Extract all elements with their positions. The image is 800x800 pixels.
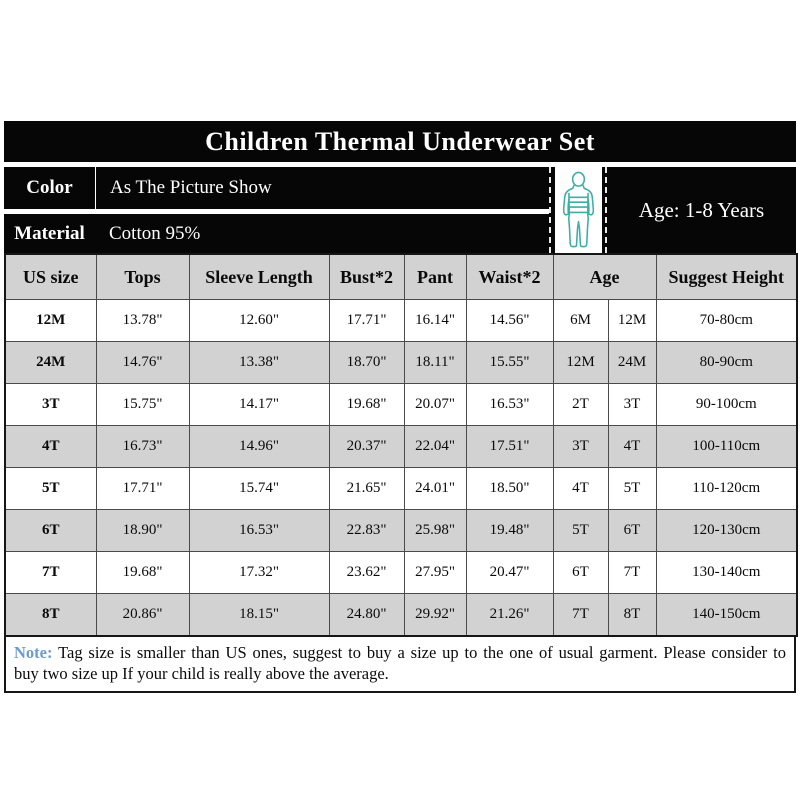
size-cell: 5T: [5, 468, 96, 510]
size-cell: 25.98": [404, 510, 466, 552]
size-cell: 5T: [553, 510, 608, 552]
size-table-body: [5, 300, 797, 637]
material-label: Material: [14, 222, 85, 244]
column-header: Age: [553, 254, 656, 300]
color-label: Color: [26, 177, 73, 198]
size-cell: 24M: [5, 342, 96, 384]
color-row: [4, 167, 549, 209]
size-cell: 70-80cm: [656, 300, 797, 342]
size-cell: 22.04": [404, 426, 466, 468]
size-cell: 17.51": [466, 426, 553, 468]
column-header: Pant: [404, 254, 466, 300]
note-box: [4, 637, 796, 693]
size-cell: 7T: [608, 552, 656, 594]
size-cell: 19.68": [329, 384, 404, 426]
size-cell: 2T: [553, 384, 608, 426]
size-cell: 17.32": [189, 552, 329, 594]
size-cell: 3T: [5, 384, 96, 426]
size-cell: 120-130cm: [656, 510, 797, 552]
size-cell: 130-140cm: [656, 552, 797, 594]
size-cell: 18.70": [329, 342, 404, 384]
size-cell: 24M: [608, 342, 656, 384]
size-cell: 7T: [5, 552, 96, 594]
size-cell: 20.37": [329, 426, 404, 468]
size-cell: 5T: [608, 468, 656, 510]
note-text-line1: Tag size is smaller than US ones, suggest to buy a size up to the one of usual garment. Please consider to: [58, 643, 786, 662]
size-cell: 14.76": [96, 342, 189, 384]
size-cell: 6T: [553, 552, 608, 594]
size-cell: 16.14": [404, 300, 466, 342]
column-header: Suggest Height: [656, 254, 797, 300]
note-text-line2: buy two size up If your child is really above the average.: [14, 664, 389, 684]
size-cell: 6T: [608, 510, 656, 552]
size-cell: 18.15": [189, 594, 329, 637]
table-row: [5, 342, 797, 384]
size-cell: 24.80": [329, 594, 404, 637]
size-cell: 140-150cm: [656, 594, 797, 637]
table-row: [5, 300, 797, 342]
size-cell: 27.95": [404, 552, 466, 594]
size-cell: 17.71": [96, 468, 189, 510]
table-row: [5, 426, 797, 468]
child-figure-box: [555, 167, 602, 253]
column-header: US size: [5, 254, 96, 300]
size-cell: 80-90cm: [656, 342, 797, 384]
size-cell: 15.74": [189, 468, 329, 510]
size-cell: 21.65": [329, 468, 404, 510]
size-cell: 6T: [5, 510, 96, 552]
material-row: [4, 214, 549, 253]
table-row: [5, 384, 797, 426]
size-cell: 4T: [553, 468, 608, 510]
size-cell: 110-120cm: [656, 468, 797, 510]
size-cell: 24.01": [404, 468, 466, 510]
size-cell: 14.56": [466, 300, 553, 342]
size-cell: 18.50": [466, 468, 553, 510]
size-cell: 21.26": [466, 594, 553, 637]
size-cell: 16.53": [466, 384, 553, 426]
color-value: As The Picture Show: [95, 167, 272, 209]
age-range-label: Age: 1-8 Years: [638, 197, 765, 222]
table-row: [5, 552, 797, 594]
size-cell: 23.62": [329, 552, 404, 594]
size-chart-sheet: [4, 121, 796, 693]
size-cell: 19.48": [466, 510, 553, 552]
table-row: [5, 468, 797, 510]
size-cell: 15.75": [96, 384, 189, 426]
product-info-block: [4, 167, 796, 253]
note-label: Note:: [14, 643, 53, 662]
size-cell: 17.71": [329, 300, 404, 342]
size-cell: 29.92": [404, 594, 466, 637]
size-cell: 20.47": [466, 552, 553, 594]
size-cell: 13.78": [96, 300, 189, 342]
size-cell: 22.83": [329, 510, 404, 552]
size-cell: 8T: [5, 594, 96, 637]
column-header: Sleeve Length: [189, 254, 329, 300]
size-cell: 3T: [553, 426, 608, 468]
size-cell: 15.55": [466, 342, 553, 384]
age-panel: [549, 167, 796, 253]
size-cell: 13.38": [189, 342, 329, 384]
size-cell: 20.07": [404, 384, 466, 426]
column-header: Tops: [96, 254, 189, 300]
size-table: [4, 253, 798, 637]
size-cell: 4T: [608, 426, 656, 468]
table-row: [5, 510, 797, 552]
size-cell: 14.17": [189, 384, 329, 426]
size-cell: 12M: [5, 300, 96, 342]
column-header: Bust*2: [329, 254, 404, 300]
size-cell: 90-100cm: [656, 384, 797, 426]
size-cell: 14.96": [189, 426, 329, 468]
size-cell: 6M: [553, 300, 608, 342]
size-cell: 16.53": [189, 510, 329, 552]
page-title: Children Thermal Underwear Set: [4, 121, 796, 162]
size-cell: 12M: [608, 300, 656, 342]
dashed-divider: [549, 167, 551, 253]
size-cell: 3T: [608, 384, 656, 426]
table-row: [5, 594, 797, 637]
size-cell: 16.73": [96, 426, 189, 468]
size-cell: 18.11": [404, 342, 466, 384]
size-cell: 4T: [5, 426, 96, 468]
child-body-outline-icon: [556, 170, 601, 250]
size-cell: 12M: [553, 342, 608, 384]
size-cell: 8T: [608, 594, 656, 637]
size-cell: 12.60": [189, 300, 329, 342]
size-cell: 19.68": [96, 552, 189, 594]
size-table-header-row: [5, 254, 797, 300]
size-cell: 18.90": [96, 510, 189, 552]
column-header: Waist*2: [466, 254, 553, 300]
material-value: Cotton 95%: [109, 222, 201, 244]
size-cell: 7T: [553, 594, 608, 637]
size-cell: 100-110cm: [656, 426, 797, 468]
size-cell: 20.86": [96, 594, 189, 637]
